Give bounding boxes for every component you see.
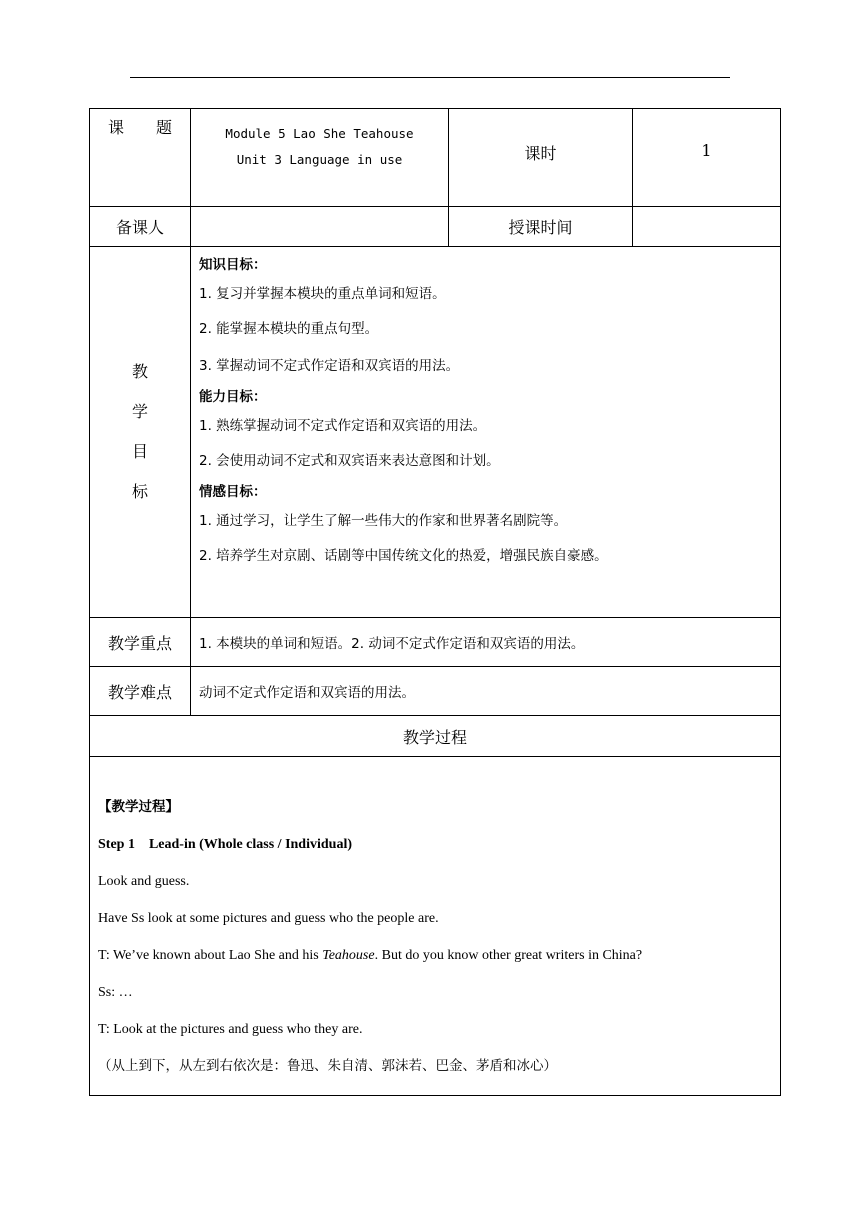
preparer-value: [191, 207, 449, 247]
ability-item: 1. 熟练掌握动词不定式作定语和双宾语的用法。: [199, 418, 487, 434]
step-heading: [98, 826, 772, 863]
step-number: Step 1: [98, 837, 135, 852]
time-value: [633, 207, 781, 247]
lesson-plan-table: [89, 108, 781, 1096]
emotion-heading: 情感目标：: [199, 484, 267, 500]
knowledge-heading: 知识目标：: [199, 257, 267, 273]
objectives-label-char: 教: [131, 362, 148, 381]
preparer-label: 备课人: [90, 207, 191, 247]
objectives-label-char: 目: [131, 442, 148, 461]
difficult-points-value: 动词不定式作定语和双宾语的用法。: [191, 667, 781, 716]
difficult-points-row: [90, 667, 781, 716]
key-points-row: [90, 618, 781, 667]
objectives-content: [191, 247, 781, 618]
process-text: T: We’ve known about Lao She and his: [98, 948, 323, 963]
emotion-item: 1. 通过学习，让学生了解一些伟大的作家和世界著名剧院等。: [199, 513, 568, 529]
ability-heading: 能力目标：: [199, 389, 267, 405]
objectives-label-char: 标: [131, 482, 148, 501]
step-title: Lead-in (Whole class / Individual): [148, 837, 352, 852]
process-row: [90, 757, 781, 1096]
topic-value: [191, 109, 449, 207]
objectives-label-char: 学: [131, 402, 148, 421]
knowledge-item: 2. 能掌握本模块的重点句型。: [199, 321, 379, 337]
process-title-row: [90, 716, 781, 757]
process-section-heading: 【教学过程】: [98, 799, 179, 815]
topic-row: [90, 109, 781, 207]
process-line: [98, 937, 772, 974]
objectives-label: [90, 247, 191, 618]
difficult-points-label: 教学难点: [90, 667, 191, 716]
process-content: [90, 757, 781, 1096]
topic-unit: Unit 3 Language in use: [236, 152, 403, 167]
objectives-row: [90, 247, 781, 618]
process-line: （从上到下，从左到右依次是：鲁迅、朱自清、郭沫若、巴金、茅盾和冰心）: [98, 1058, 557, 1074]
preparer-row: [90, 207, 781, 247]
period-label: 课时: [449, 109, 633, 207]
topic-module: Module 5 Lao She Teahouse: [225, 126, 414, 141]
time-label: 授课时间: [449, 207, 633, 247]
topic-label: 课 题: [90, 109, 191, 207]
header-rule: [130, 77, 730, 78]
process-line: Look and guess.: [98, 874, 190, 889]
process-italic-title: Teahouse: [322, 948, 375, 963]
key-points-label: 教学重点: [90, 618, 191, 667]
process-title: 教学过程: [90, 716, 781, 757]
process-line: Have Ss look at some pictures and guess who the people are.: [98, 911, 439, 926]
process-line: T: Look at the pictures and guess who they are.: [98, 1022, 363, 1037]
period-value: 1: [633, 109, 781, 207]
emotion-item: 2. 培养学生对京剧、话剧等中国传统文化的热爱，增强民族自豪感。: [199, 548, 608, 564]
process-text: . But do you know other great writers in China?: [374, 948, 643, 963]
ability-item: 2. 会使用动词不定式和双宾语来表达意图和计划。: [199, 453, 500, 469]
process-line: Ss: …: [98, 985, 133, 1000]
knowledge-item: 3. 掌握动词不定式作定语和双宾语的用法。: [199, 358, 460, 374]
knowledge-item: 1. 复习并掌握本模块的重点单词和短语。: [199, 286, 446, 302]
key-points-value: 1. 本模块的单词和短语。2. 动词不定式作定语和双宾语的用法。: [191, 618, 781, 667]
